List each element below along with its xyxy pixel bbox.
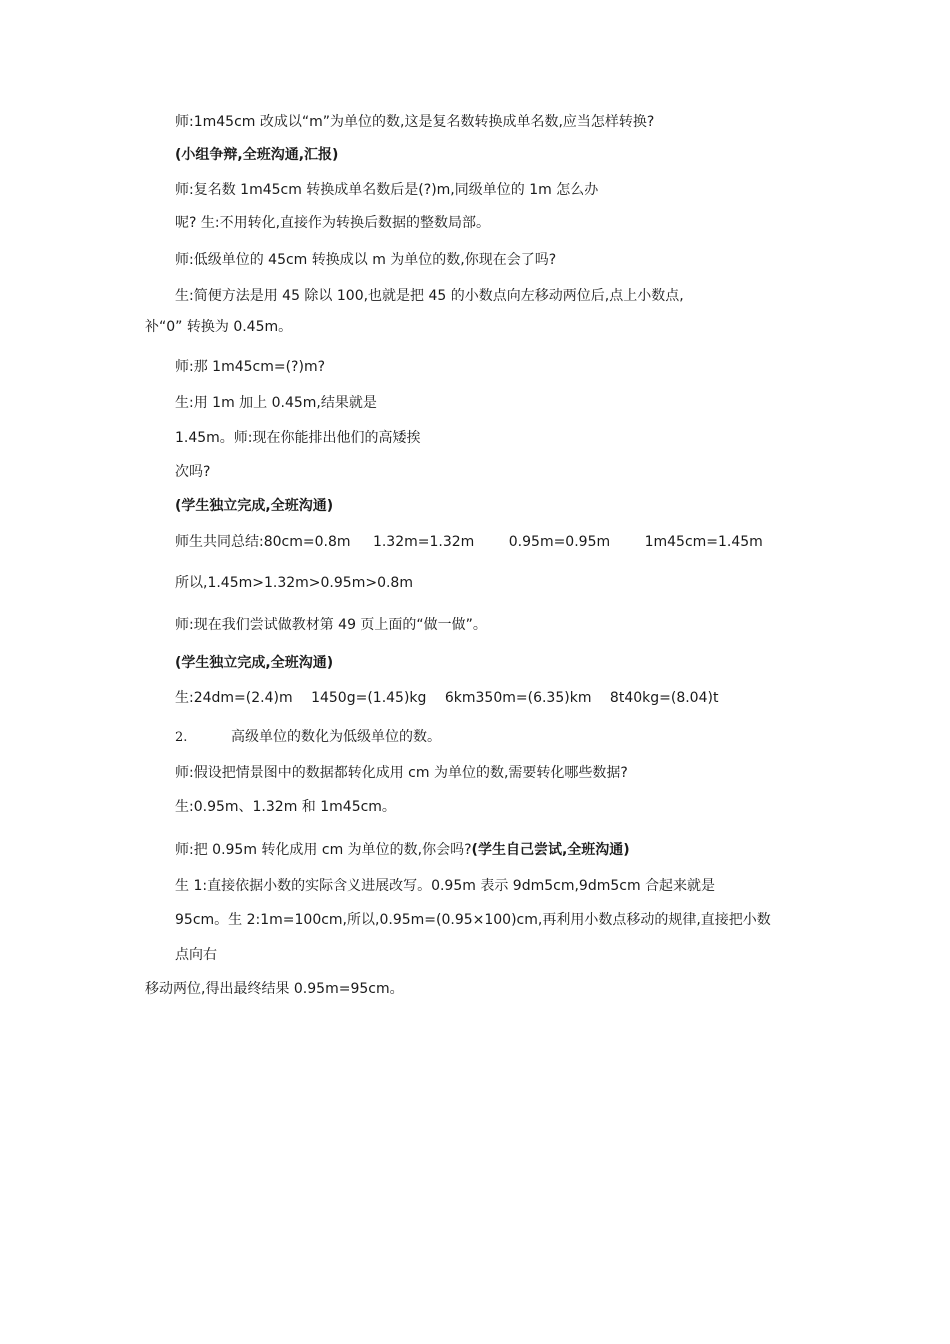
- summary-lead: 师生共同总结:80cm=0.8m: [175, 534, 351, 550]
- paragraph: 所以,1.45m>1.32m>0.95m>0.8m: [175, 575, 413, 591]
- answers-line: [175, 688, 718, 708]
- summary-item: 0.95m=0.95m: [508, 534, 611, 550]
- summary-item: 1m45cm=1.45m: [644, 534, 763, 550]
- paragraph: 移动两位,得出最终结果 0.95m=95cm。: [145, 981, 404, 997]
- answer-lead: 生:24dm=(2.4)m: [175, 690, 293, 706]
- paragraph: 师:复名数 1m45cm 转换成单名数后是(?)m,同级单位的 1m 怎么办: [175, 182, 599, 198]
- answer-item: 1450g=(1.45)kg: [311, 690, 427, 706]
- paragraph: [175, 840, 630, 860]
- paragraph-note: (学生独立完成,全班沟通): [175, 655, 334, 671]
- paragraph: 师:那 1m45cm=(?)m?: [175, 359, 326, 375]
- paragraph: 师:假设把情景图中的数据都转化成用 cm 为单位的数,需要转化哪些数据?: [175, 765, 628, 781]
- summary-item: 1.32m=1.32m: [372, 534, 475, 550]
- list-item: [175, 727, 441, 748]
- list-number: 2.: [175, 730, 188, 745]
- paragraph: 1.45m。师:现在你能排出他们的高矮挨: [175, 430, 421, 446]
- paragraph: 师:低级单位的 45cm 转换成以 m 为单位的数,你现在会了吗?: [175, 252, 557, 268]
- list-item-text: 高级单位的数化为低级单位的数。: [231, 729, 441, 745]
- paragraph: 95cm。生 2:1m=100cm,所以,0.95m=(0.95×100)cm,再利用小数点移动的规律,直接把小数: [175, 912, 771, 928]
- paragraph: 次吗?: [175, 464, 211, 480]
- summary-line: [175, 532, 763, 552]
- answer-item: 8t40kg=(8.04)t: [609, 690, 719, 706]
- paragraph-note: (小组争辩,全班沟通,汇报): [175, 147, 339, 163]
- paragraph: 生 1:直接依据小数的实际含义进展改写。0.95m 表示 9dm5cm,9dm5cm 合起来就是: [175, 878, 716, 894]
- paragraph: 生:用 1m 加上 0.45m,结果就是: [175, 395, 377, 411]
- paragraph-note: (学生独立完成,全班沟通): [175, 498, 334, 514]
- answer-item: 6km350m=(6.35)km: [444, 690, 592, 706]
- paragraph: 生:简便方法是用 45 除以 100,也就是把 45 的小数点向左移动两位后,点上小数点,: [175, 288, 684, 304]
- paragraph: 生:0.95m、1.32m 和 1m45cm。: [175, 799, 396, 815]
- paragraph: 点向右: [175, 947, 217, 963]
- paragraph: 补“0” 转换为 0.45m。: [145, 319, 293, 335]
- paragraph: 师:现在我们尝试做教材第 49 页上面的“做一做”。: [175, 617, 487, 633]
- paragraph: 师:1m45cm 改成以“m”为单位的数,这是复名数转换成单名数,应当怎样转换?: [175, 114, 655, 130]
- paragraph-text: 师:把 0.95m 转化成用 cm 为单位的数,你会吗?: [175, 842, 472, 858]
- paragraph-note: (学生自己尝试,全班沟通): [471, 842, 630, 858]
- paragraph: 呢? 生:不用转化,直接作为转换后数据的整数局部。: [175, 215, 491, 231]
